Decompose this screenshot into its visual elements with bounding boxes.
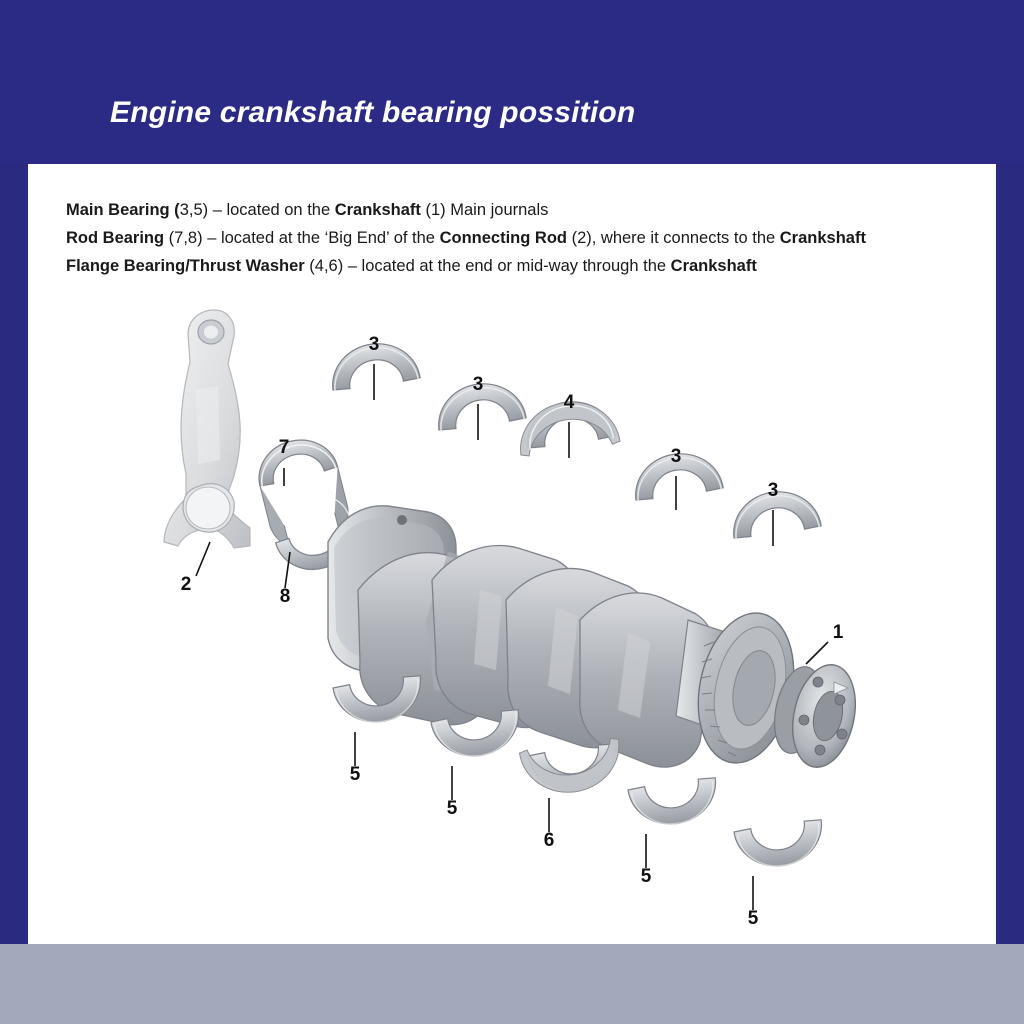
callout-5-c: 5: [640, 866, 652, 887]
page-title: Engine crankshaft bearing possition: [110, 96, 636, 129]
header-band: [0, 0, 1024, 164]
callout-2: 2: [180, 574, 192, 595]
caption-line-2-bold-1: Rod Bearing: [66, 229, 165, 247]
part-connecting-rod: [164, 310, 250, 548]
part-crankshaft: [328, 506, 864, 773]
caption-line-3-bold-2: Crankshaft: [670, 257, 757, 275]
footer-band: [0, 944, 1024, 1024]
caption-line-1: [66, 196, 1016, 224]
part-main-bearing-lower-4: [734, 819, 827, 872]
part-main-bearing-lower-3: [628, 777, 721, 830]
callout-3-c: 3: [670, 446, 682, 467]
caption-line-2: [66, 224, 1016, 252]
callout-7: 7: [278, 437, 290, 458]
caption-line-1-bold-2: Crankshaft: [334, 201, 421, 219]
callout-5-d: 5: [747, 908, 759, 929]
part-flange-bearing-lower: [519, 737, 625, 798]
caption-line-2-text-1: (7,8) – located at the ‘Big End’ of the: [164, 229, 440, 247]
caption-line-3: [66, 252, 1016, 280]
callout-5-a: 5: [349, 764, 361, 785]
caption-line-3-text-1: (4,6) – located at the end or mid-way through the: [304, 257, 671, 275]
callout-6: 6: [543, 830, 555, 851]
callout-4: 4: [563, 392, 575, 413]
caption-line-2-bold-3: Crankshaft: [779, 229, 866, 247]
caption-line-3-bold-1: Flange Bearing/Thrust Washer: [66, 257, 305, 275]
caption-line-2-bold-2: Connecting Rod: [439, 229, 567, 247]
caption-line-1-bold-1: Main Bearing (: [66, 201, 180, 219]
callout-5-b: 5: [446, 798, 458, 819]
caption-line-1-text-2: (1) Main journals: [420, 201, 549, 219]
caption-line-2-text-2: (2), where it connects to the: [566, 229, 780, 247]
callout-3-a: 3: [368, 334, 380, 355]
callout-3-b: 3: [472, 374, 484, 395]
callout-3-d: 3: [767, 480, 779, 501]
crankshaft-diagram: [28, 290, 996, 940]
callout-8: 8: [279, 586, 291, 607]
callout-1: 1: [832, 622, 844, 643]
caption-block: [66, 196, 1016, 280]
caption-line-1-text-1: 3,5) – located on the: [179, 201, 335, 219]
